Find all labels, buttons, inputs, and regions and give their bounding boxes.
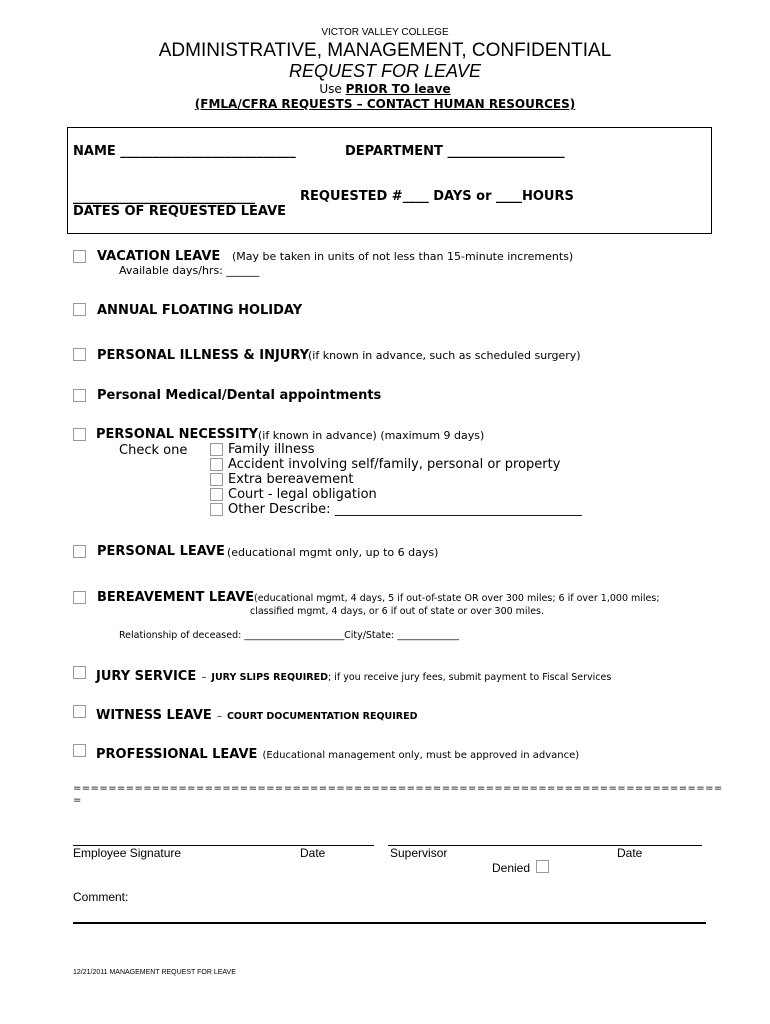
witness-dash: – xyxy=(216,711,222,722)
requested-days-hours[interactable]: REQUESTED #____ DAYS or ____HOURS xyxy=(300,189,574,204)
denied-checkbox[interactable] xyxy=(536,860,549,873)
bereavement-note-2: classified mgmt, 4 days, or 6 if out of state or over 300 miles. xyxy=(250,606,545,617)
department-field[interactable]: DEPARTMENT __________________ xyxy=(345,144,565,159)
employee-date-label: Date xyxy=(300,846,326,860)
family-illness-checkbox[interactable] xyxy=(210,443,223,456)
option-accident: Accident involving self/family, personal or property xyxy=(228,457,561,472)
dates-label: DATES OF REQUESTED LEAVE xyxy=(73,204,287,219)
accident-checkbox[interactable] xyxy=(210,458,223,471)
footer-text: 12/21/2011 MANAGEMENT REQUEST FOR LEAVE xyxy=(73,969,236,976)
witness-label: WITNESS LEAVE xyxy=(96,708,212,723)
witness-line xyxy=(96,704,417,723)
option-court: Court - legal obligation xyxy=(228,487,377,502)
personal-leave-note: (educational mgmt only, up to 6 days) xyxy=(227,546,439,559)
bereavement-label: BEREAVEMENT LEAVE xyxy=(97,590,255,605)
necessity-checkbox[interactable] xyxy=(73,428,86,441)
vacation-checkbox[interactable] xyxy=(73,250,86,263)
witness-required: COURT DOCUMENTATION REQUIRED xyxy=(226,711,418,722)
check-one-label: Check one xyxy=(119,443,188,458)
medical-label: Personal Medical/Dental appointments xyxy=(97,388,382,403)
witness-checkbox[interactable] xyxy=(73,705,86,718)
floating-holiday-label: ANNUAL FLOATING HOLIDAY xyxy=(97,303,303,318)
name-field[interactable]: NAME ___________________________ xyxy=(73,144,296,159)
vacation-available[interactable]: Available days/hrs: ______ xyxy=(119,264,260,277)
separator-line-end: = xyxy=(73,795,82,806)
fmla-note: (FMLA/CFRA REQUESTS – CONTACT HUMAN RESOURCES) xyxy=(194,97,576,111)
professional-note: (Educational management only, must be approved in advance) xyxy=(262,750,580,761)
jury-required: JURY SLIPS REQUIRED xyxy=(211,672,328,683)
form-subtitle: REQUEST FOR LEAVE xyxy=(288,61,482,81)
personal-leave-checkbox[interactable] xyxy=(73,545,86,558)
bereavement-checkbox[interactable] xyxy=(73,591,86,604)
floating-holiday-checkbox[interactable] xyxy=(73,303,86,316)
use-prefix: Use xyxy=(319,82,342,96)
option-extra-bereavement: Extra bereavement xyxy=(228,472,354,487)
extra-bereavement-checkbox[interactable] xyxy=(210,473,223,486)
jury-dash: – xyxy=(201,672,207,683)
denied-label: Denied xyxy=(492,861,531,875)
vacation-label: VACATION LEAVE xyxy=(97,249,221,264)
employee-signature-label: Employee Signature xyxy=(73,846,182,860)
professional-checkbox[interactable] xyxy=(73,744,86,757)
dates-blank[interactable]: ____________________________ xyxy=(73,190,255,205)
jury-checkbox[interactable] xyxy=(73,666,86,679)
separator-line: ========================================================================== xyxy=(73,783,723,794)
supervisor-date-label: Date xyxy=(617,846,643,860)
jury-line xyxy=(96,665,611,684)
jury-note: ; if you receive jury fees, submit payment to Fiscal Services xyxy=(328,672,612,683)
bereavement-note-1: (educational mgmt, 4 days, 5 if out-of-state OR over 300 miles; 6 if over 1,000 miles; xyxy=(254,593,660,604)
illness-checkbox[interactable] xyxy=(73,348,86,361)
comment-line[interactable] xyxy=(73,922,706,924)
supervisor-label: Supervisor xyxy=(390,846,448,860)
jury-label: JURY SERVICE xyxy=(96,669,197,684)
illness-note: (if known in advance, such as scheduled surgery) xyxy=(308,349,581,362)
illness-label: PERSONAL ILLNESS & INJURY xyxy=(97,348,310,363)
vacation-note: (May be taken in units of not less than 15-minute increments) xyxy=(232,250,574,263)
necessity-label: PERSONAL NECESSITY xyxy=(96,427,259,442)
comment-label: Comment: xyxy=(73,890,129,904)
relationship-field[interactable]: Relationship of deceased: _____________________City/State: _____________ xyxy=(119,630,460,641)
professional-label: PROFESSIONAL LEAVE xyxy=(96,747,258,762)
personal-leave-label: PERSONAL LEAVE xyxy=(97,544,225,559)
option-family-illness: Family illness xyxy=(228,442,315,457)
medical-checkbox[interactable] xyxy=(73,389,86,402)
prior-to-leave: PRIOR TO leave xyxy=(345,82,451,96)
college-name: VICTOR VALLEY COLLEGE xyxy=(321,27,449,38)
necessity-note: (if known in advance) (maximum 9 days) xyxy=(258,429,485,442)
professional-line xyxy=(96,743,579,762)
court-checkbox[interactable] xyxy=(210,488,223,501)
option-other-describe[interactable]: Other Describe: ______________________________________ xyxy=(228,502,582,517)
other-checkbox[interactable] xyxy=(210,503,223,516)
form-title: ADMINISTRATIVE, MANAGEMENT, CONFIDENTIAL xyxy=(158,40,612,61)
use-prior-line xyxy=(0,82,770,96)
